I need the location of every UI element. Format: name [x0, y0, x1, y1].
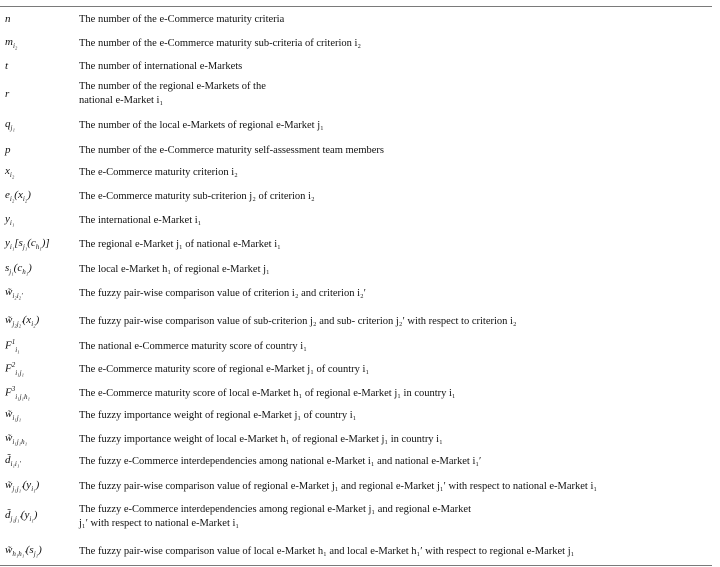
row-description: The fuzzy pair-wise comparison value of sub-criterion j₂ and sub- criterion j₂′ with respect to criterion i₂ [79, 315, 517, 327]
symbol-f3: $F^3_{i_1j_1h_1}$ [5, 385, 30, 401]
symbol-p: p [5, 144, 11, 156]
symbol-r: r [5, 88, 10, 100]
table-row [0, 499, 712, 535]
table-row [0, 33, 712, 53]
row-description: The regional e-Market j₁ of national e-Market i₁ [79, 238, 281, 250]
row-description-line-2: j₁′ with respect to national e-Market i₁ [79, 518, 240, 529]
table-row [0, 308, 712, 334]
table-row [0, 10, 712, 28]
row-description: The fuzzy pair-wise comparison value of local e-Market h₁ and local e-Market h₁′ with respect to regional e-Market j₁ [79, 545, 575, 557]
symbol-s-c: $s_{j_1}(c_{h_1})$ [5, 261, 32, 277]
table-row [0, 382, 712, 404]
table-row [0, 184, 712, 208]
table-row [0, 210, 712, 230]
row-description: The number of the e-Commerce maturity sub-criteria of criterion i₂ [79, 37, 362, 49]
row-description: The number of the local e-Markets of regional e-Market j₁ [79, 119, 324, 131]
table-row [0, 162, 712, 182]
symbol-d-national: $d̃_{i_1i_1'}$ [5, 453, 21, 469]
row-description: The international e-Market i₁ [79, 214, 202, 226]
symbol-n: n [5, 13, 11, 25]
row-description: The number of the e-Commerce maturity criteria [79, 13, 285, 25]
table-row [0, 539, 712, 563]
row-description [79, 80, 712, 108]
table-row [0, 474, 712, 498]
table-row [0, 232, 712, 256]
table-row [0, 358, 712, 380]
symbol-w-regional: $w̃_{i_1j_1}$ [5, 407, 22, 423]
table-row [0, 114, 712, 136]
row-description: The national e-Commerce maturity score of country i₁ [79, 340, 307, 352]
row-description: The number of the e-Commerce maturity self-assessment team members [79, 144, 384, 156]
row-description: The fuzzy pair-wise comparison value of criterion i₂ and criterion i₂′ [79, 287, 366, 299]
table-row [0, 78, 712, 110]
symbol-f1: $F^1_{i_1}$ [5, 338, 20, 354]
row-description: The e-Commerce maturity sub-criterion j₂ of criterion i₂ [79, 190, 315, 202]
row-description: The e-Commerce maturity criterion i₂ [79, 166, 238, 178]
row-description-line-1: The number of the regional e-Markets of the [79, 81, 266, 92]
row-description: The fuzzy e-Commerce interdependencies among national e-Market i₁ and national e-Market i₁′ [79, 455, 482, 467]
symbol-w-regional-pair: $w̃_{j_1j_1'}(y_{i_1})$ [5, 478, 40, 494]
table-row [0, 57, 712, 75]
row-description-line-2: national e-Market i₁ [79, 95, 164, 106]
symbol-w-local-pair: $w̃_{h_1h_1'}(s_{j_1})$ [5, 543, 42, 559]
row-description: The e-Commerce maturity score of local e-Market h₁ of regional e-Market j₁ in country i₁ [79, 387, 456, 399]
table-row [0, 450, 712, 472]
symbol-x-i2: $x_{i_2}$ [5, 164, 15, 180]
row-description: The fuzzy importance weight of local e-Market h₁ of regional e-Market j₁ in country i₁ [79, 433, 443, 445]
symbol-q-j1: $q_{j_1}$ [5, 117, 15, 133]
table-row [0, 282, 712, 304]
symbol-w-criteria: $w̃_{i_2i_2'}$ [5, 285, 23, 301]
row-description: The local e-Market h₁ of regional e-Market j₁ [79, 263, 270, 275]
row-description: The e-Commerce maturity score of regional e-Market j₁ of country i₁ [79, 363, 370, 375]
table-bottom-rule [0, 565, 712, 566]
table-top-rule [0, 6, 712, 7]
symbol-y-s-c: $y_{i_1}[s_{j_1}(c_{h_1})]$ [5, 236, 50, 252]
row-description: The number of international e-Markets [79, 60, 243, 72]
symbol-e-x: $e_{i_2}(x_{i_2})$ [5, 188, 31, 204]
symbol-m-i2: $m_{i_2}$ [5, 35, 18, 51]
symbol-f2: $F^2_{i_1j_1}$ [5, 361, 24, 377]
table-row [0, 428, 712, 450]
table-row [0, 258, 712, 280]
row-description [79, 503, 712, 531]
table-row [0, 404, 712, 426]
symbol-t: t [5, 60, 9, 72]
symbol-y-i1: $y_{i_1}$ [5, 212, 15, 228]
row-description-line-1: The fuzzy e-Commerce interdependencies among regional e-Market j₁ and regional e-Market [79, 504, 471, 515]
row-description: The fuzzy pair-wise comparison value of regional e-Market j₁ and regional e-Market j₁′ with respect to national e-Market i₁ [79, 480, 598, 492]
symbol-w-local: $w̃_{i_1j_1h_1}$ [5, 431, 28, 447]
symbol-d-regional: $d̃_{j_1j_1'}(y_{i_1})$ [5, 508, 38, 524]
table-row [0, 140, 712, 160]
table-row [0, 336, 712, 356]
symbol-w-subcriteria: $w̃_{j_2j_2'}(x_{i_2})$ [5, 313, 40, 329]
row-description: The fuzzy importance weight of regional e-Market j₁ of country i₁ [79, 409, 357, 421]
